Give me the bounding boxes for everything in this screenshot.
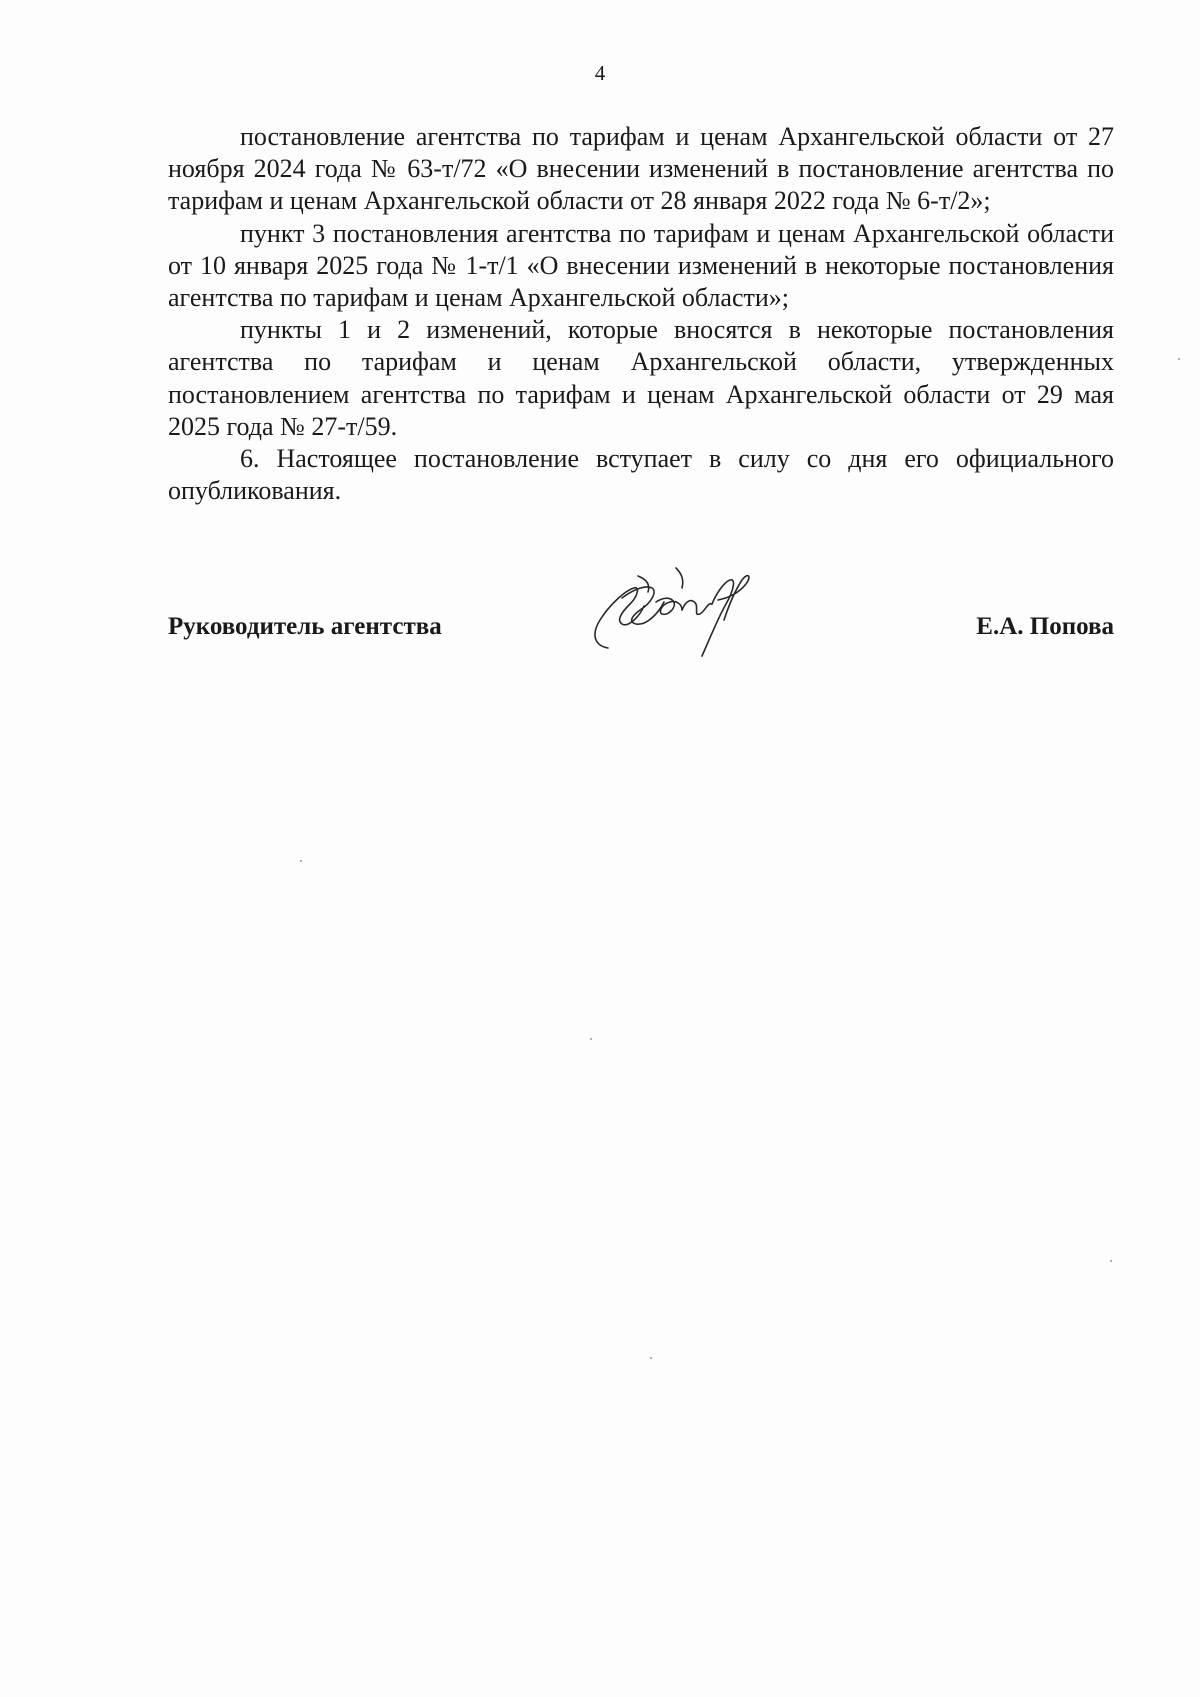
page-number: 4 [594,61,606,85]
paragraph-repealed-act-1: постановление агентства по тарифам и ценам Архангельской области от 27 ноября 2024 года № 63-т/72 «О внесении изменений в постановление агентства по тарифам и ценам Архангельской области от 28 января 2022 года № 6-т/2»; [168,122,1114,216]
handwritten-signature [578,558,778,668]
scan-speck [1110,1260,1112,1262]
scan-speck [1178,358,1180,360]
paragraph-repealed-act-2: пункт 3 постановления агентства по тарифам и ценам Архангельской области от 10 января 2025 года № 1-т/1 «О внесении изменений в некоторые постановления агентства по тарифам и ценам Архангельской области»; [168,218,1114,313]
document-body [168,121,1114,507]
scan-speck [590,1038,592,1040]
paragraph-repealed-act-3: пункты 1 и 2 изменений, которые вносятся в некоторые постановления агентства по тарифам и ценам Архангельской области, утвержденных постановлением агентства по тарифам и ценам Архангельской области от 29 мая 2025 года № 27-т/59. [168,315,1114,441]
paragraph-effective-date: 6. Настоящее постановление вступает в силу со дня его официального опубликования. [168,444,1114,506]
scan-speck [650,1357,652,1359]
signatory-name: Е.А. Попова [976,613,1114,640]
signature-block [168,560,1114,670]
scan-speck [300,860,302,862]
signatory-position: Руководитель агентства [168,613,442,640]
